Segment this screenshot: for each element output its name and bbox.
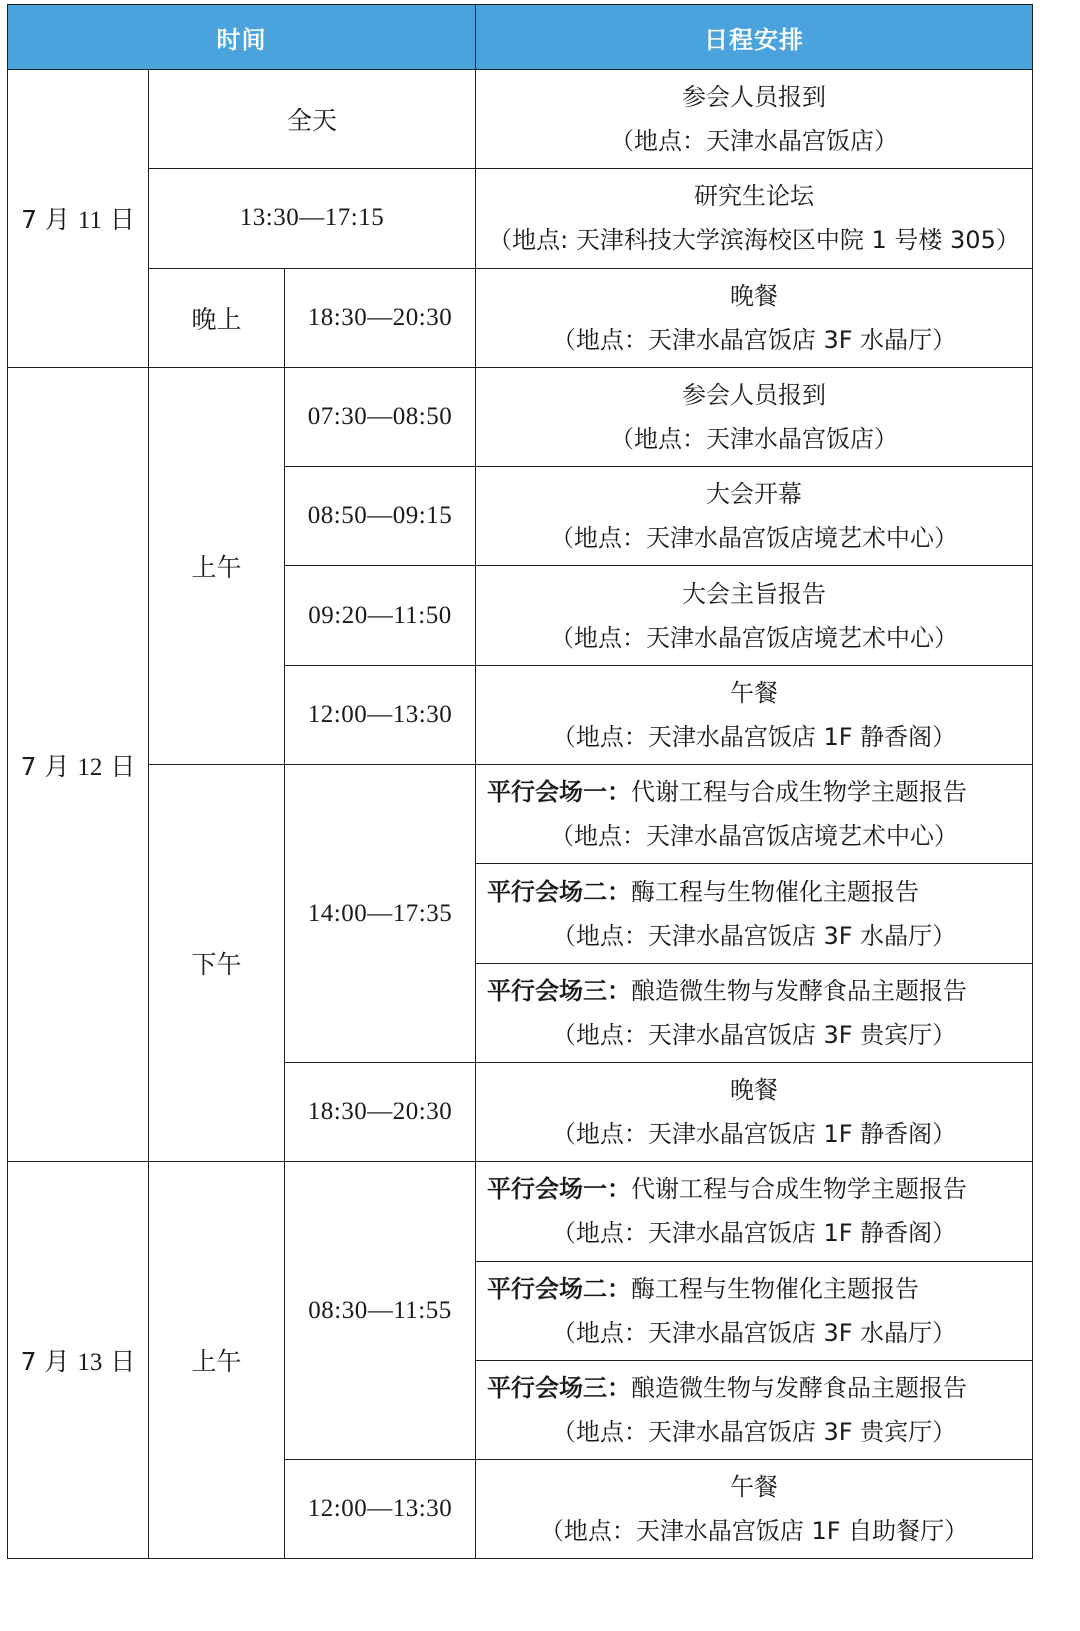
event-title: 平行会场一：代谢工程与合成生物学主题报告: [487, 1175, 967, 1204]
event-title: 平行会场二：酶工程与生物催化主题报告: [487, 877, 919, 906]
schedule-table: [7, 4, 1033, 1559]
event-location: （地点: 天津科技大学滨海校区中院 1 号楼 305）: [488, 226, 1020, 255]
period-cell: 上午: [149, 1162, 285, 1559]
event-location: （地点：天津水晶宫饭店）: [610, 127, 898, 156]
table-row: [8, 765, 1033, 864]
period-cell: 晚上: [149, 268, 285, 367]
period-cell: 下午: [149, 765, 285, 1162]
event-title: 大会开幕: [706, 480, 802, 509]
time-cell: 08:30—11:55: [285, 1162, 476, 1460]
event-cell: [476, 1460, 1033, 1559]
table-header-row: [8, 5, 1033, 70]
table-row: [8, 268, 1033, 367]
event-location: （地点：天津水晶宫饭店 1F 自助餐厅）: [539, 1517, 969, 1546]
table-row: [8, 367, 1033, 466]
event-title: 研究生论坛: [694, 182, 814, 211]
time-cell: 18:30—20:30: [285, 1062, 476, 1161]
header-schedule: 日程安排: [476, 5, 1033, 70]
event-location: （地点：天津水晶宫饭店境艺术中心）: [550, 623, 958, 652]
time-cell: 12:00—13:30: [285, 1460, 476, 1559]
date-jul-13: 7 月 13 日: [8, 1162, 149, 1559]
date-jul-11: 7 月 11 日: [8, 70, 149, 368]
time-cell: 14:00—17:35: [285, 765, 476, 1063]
table-row: [8, 70, 1033, 169]
schedule-table-wrapper: [7, 4, 1033, 1559]
time-cell: 18:30—20:30: [285, 268, 476, 367]
period-cell: 全天: [149, 70, 476, 169]
date-jul-12: 7 月 12 日: [8, 367, 149, 1161]
period-cell: 上午: [149, 367, 285, 764]
table-row: [8, 1162, 1033, 1261]
event-title: 平行会场一：代谢工程与合成生物学主题报告: [487, 778, 967, 807]
parallel-session-label: 平行会场一：: [487, 1175, 631, 1204]
parallel-session-label: 平行会场一：: [487, 778, 631, 807]
event-cell: [476, 367, 1033, 466]
event-title: 晚餐: [730, 1076, 778, 1105]
event-title: 平行会场二：酶工程与生物催化主题报告: [487, 1274, 919, 1303]
parallel-session-label: 平行会场二：: [487, 1274, 631, 1303]
time-cell: 08:50—09:15: [285, 467, 476, 566]
event-cell: [476, 665, 1033, 764]
event-title: 参会人员报到: [682, 83, 826, 112]
event-title: 平行会场三：酿造微生物与发酵食品主题报告: [487, 976, 967, 1005]
time-cell: 07:30—08:50: [285, 367, 476, 466]
event-cell: [476, 467, 1033, 566]
event-location: （地点：天津水晶宫饭店）: [610, 425, 898, 454]
event-location: （地点：天津水晶宫饭店 3F 贵宾厅）: [551, 1418, 957, 1446]
event-location: （地点：天津水晶宫饭店 3F 水晶厅）: [551, 1318, 957, 1347]
event-cell: [476, 268, 1033, 367]
time-cell: 12:00—13:30: [285, 665, 476, 764]
event-title: 午餐: [730, 1473, 778, 1502]
event-location: （地点：天津水晶宫饭店境艺术中心）: [550, 822, 958, 851]
time-cell: 13:30—17:15: [149, 169, 476, 268]
event-cell: [476, 70, 1033, 169]
event-cell: [476, 1261, 1033, 1360]
event-location: （地点：天津水晶宫饭店 3F 贵宾厅）: [551, 1020, 957, 1049]
event-location: （地点：天津水晶宫饭店 3F 水晶厅）: [551, 325, 957, 354]
event-cell: [476, 864, 1033, 963]
event-title: 平行会场三：酿造微生物与发酵食品主题报告: [487, 1374, 967, 1402]
event-cell: [476, 1360, 1033, 1459]
time-cell: 09:20—11:50: [285, 566, 476, 665]
event-cell: [476, 169, 1033, 268]
event-title: 大会主旨报告: [682, 579, 826, 608]
event-cell: [476, 1062, 1033, 1161]
parallel-session-label: 平行会场三：: [487, 1374, 631, 1402]
parallel-session-label: 平行会场三：: [487, 976, 631, 1005]
event-cell: [476, 566, 1033, 665]
event-cell: [476, 963, 1033, 1062]
event-title: 参会人员报到: [682, 381, 826, 410]
event-location: （地点：天津水晶宫饭店境艺术中心）: [550, 524, 958, 553]
event-cell: [476, 1162, 1033, 1261]
event-cell: [476, 765, 1033, 864]
event-title: 晚餐: [730, 281, 778, 310]
parallel-session-label: 平行会场二：: [487, 877, 631, 906]
event-location: （地点：天津水晶宫饭店 1F 静香阁）: [551, 1219, 957, 1248]
event-location: （地点：天津水晶宫饭店 1F 静香阁）: [551, 722, 957, 751]
event-title: 午餐: [730, 678, 778, 707]
event-location: （地点：天津水晶宫饭店 3F 水晶厅）: [551, 921, 957, 950]
header-time: 时间: [8, 5, 476, 70]
table-row: [8, 169, 1033, 268]
event-location: （地点：天津水晶宫饭店 1F 静香阁）: [551, 1120, 957, 1149]
